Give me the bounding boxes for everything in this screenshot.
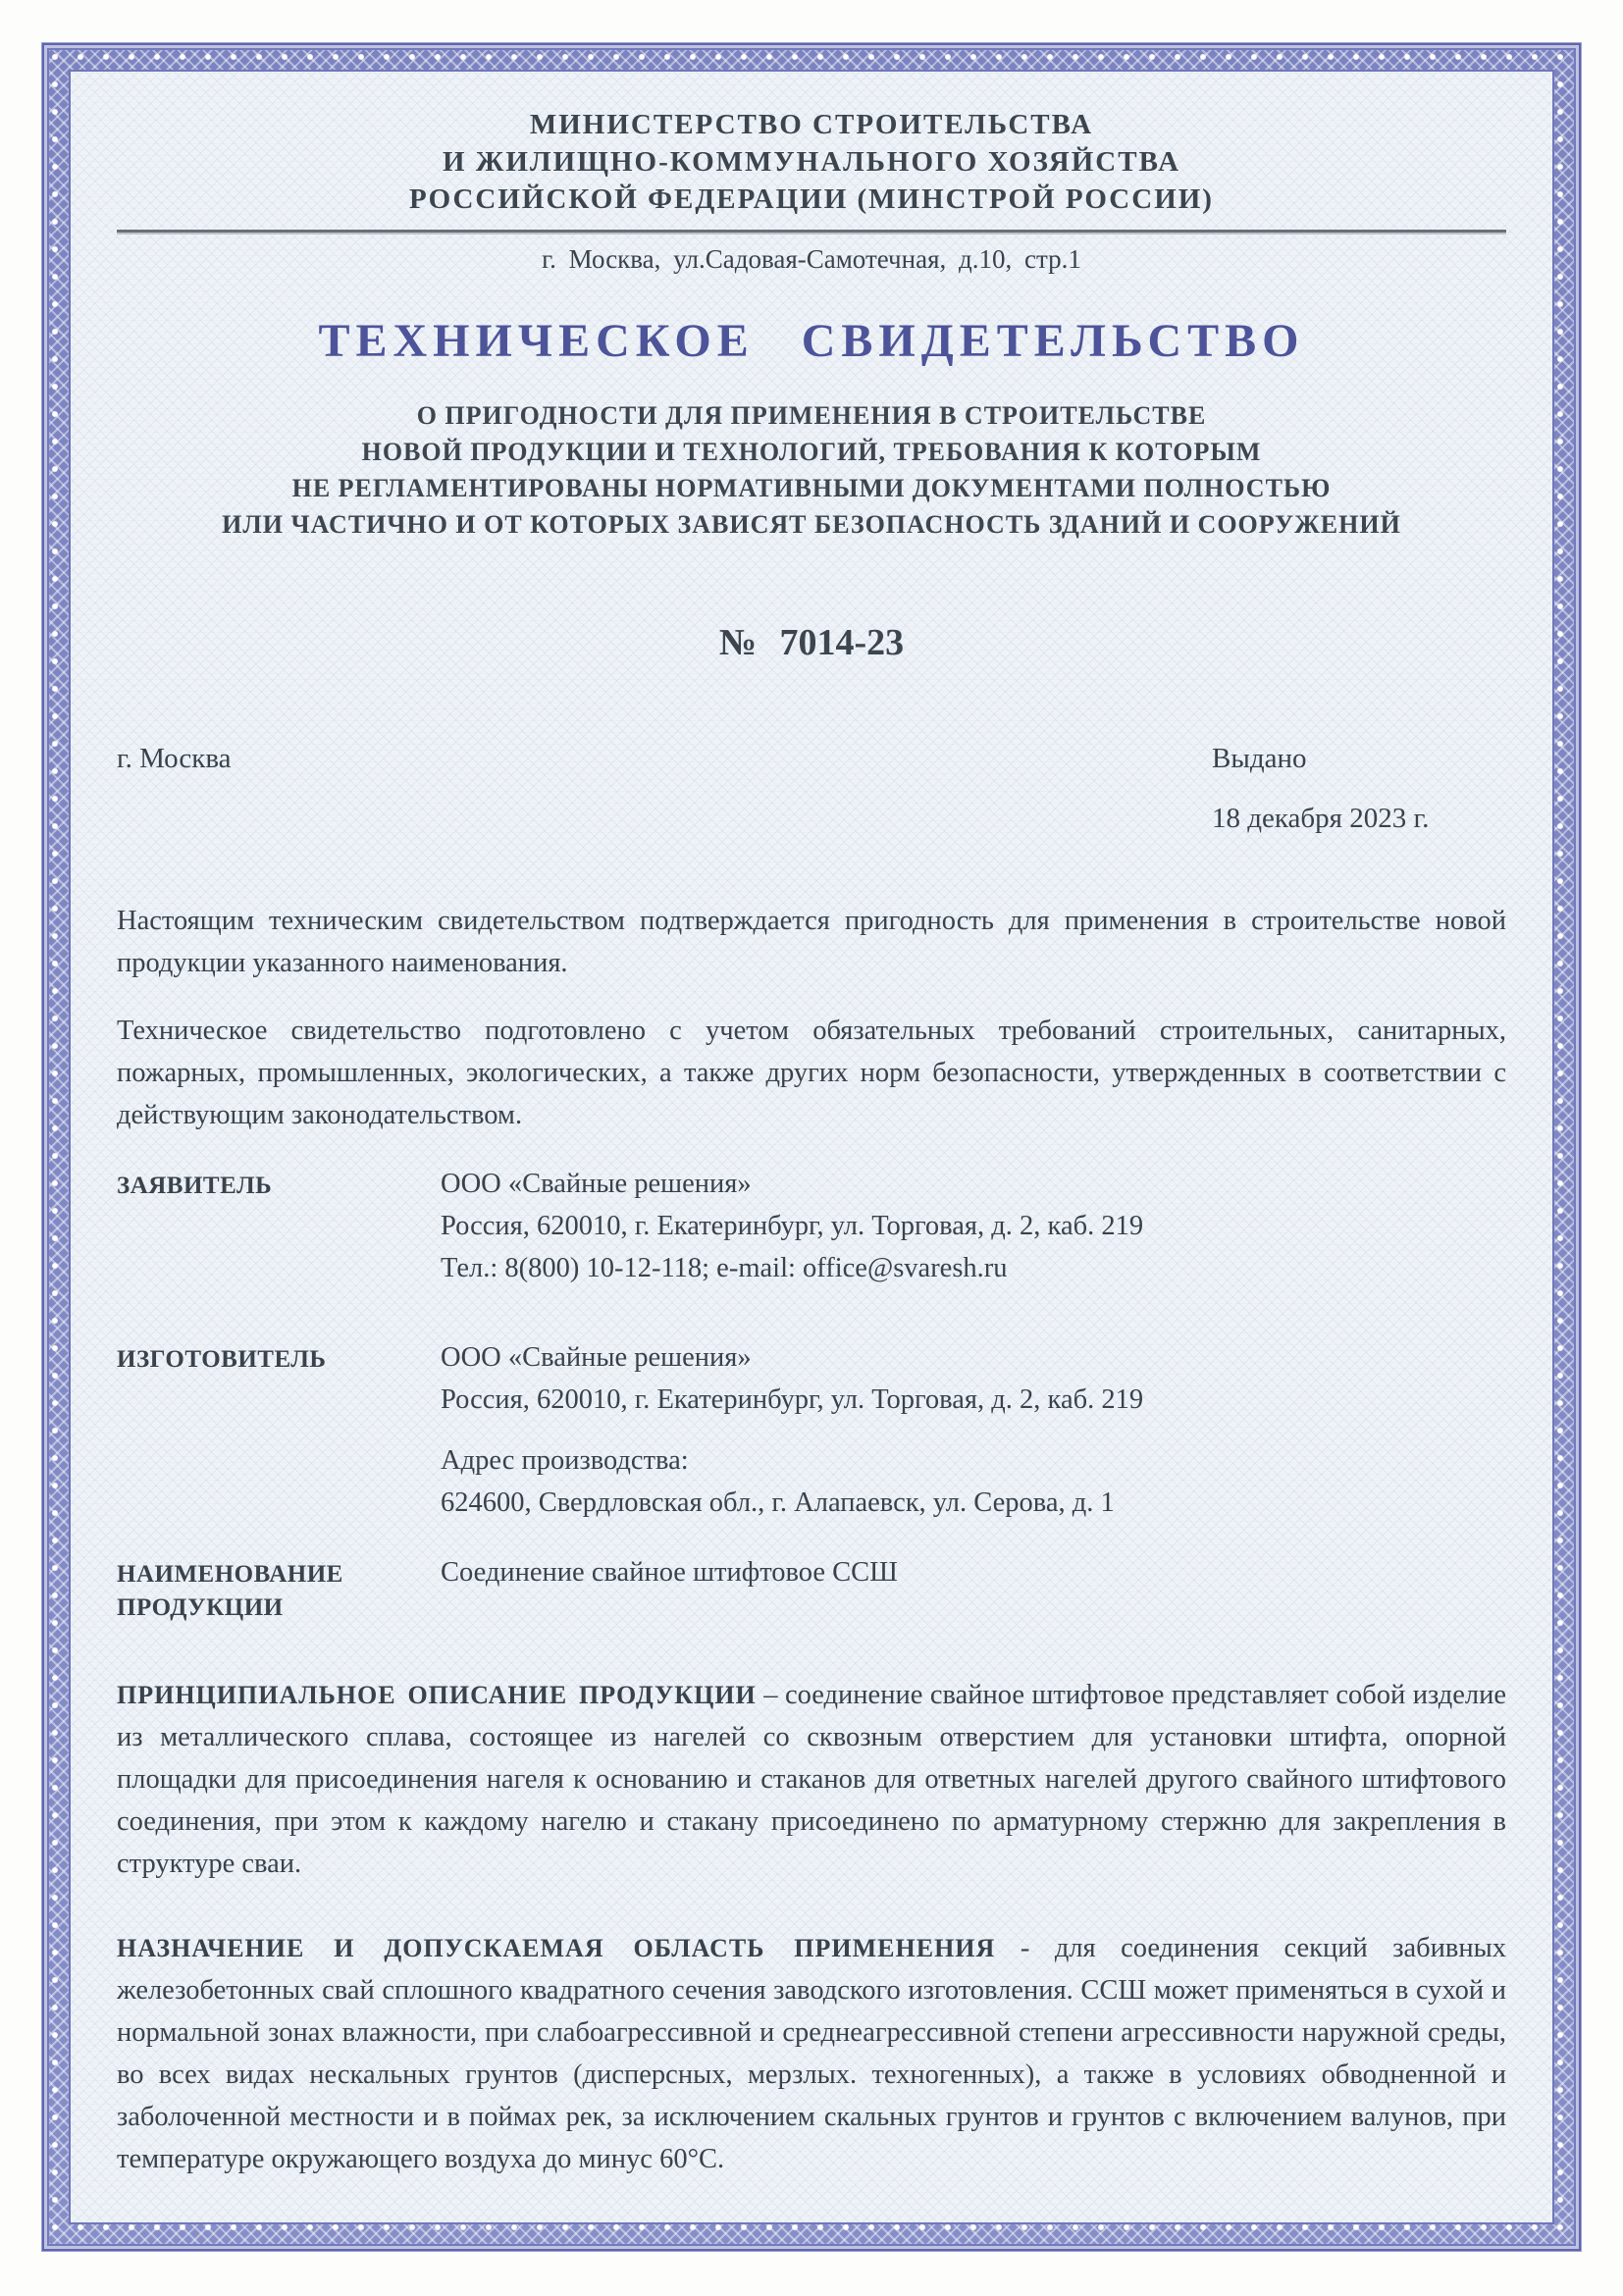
decorative-guilloche-frame [42,43,1581,2251]
issue-place: г. Москва [117,743,232,774]
ministry-line: РОССИЙСКОЙ ФЕДЕРАЦИИ (МИНСТРОЙ РОССИИ) [409,183,1214,215]
intro-paragraph: Настоящим техническим свидетельством подтверждается пригодность для применения в строительстве новой продукции указанного наименования. [117,906,1506,978]
application-text: - для соединения секций забивных железобетонных свай сплошного квадратного сечения заводского изготовления. ССШ может применяться в сухой и нормальной зонах влажности, при слабоагрессивной и среднеагрессивной степени агрессивности наружной среды, во всех видах нескальных грунтов (дисперсных, мерзлых. техногенных), а также в условиях обводненной и заболоченной местности и в поймах рек, за исключением скальных грунтов и грунтов с включением валунов, при температуре окружающего воздуха до минус 60°С. [117,1933,1506,2174]
production-address: 624600, Свердловская обл., г. Алапаевск, ул. Серова, д. 1 [441,1487,1115,1518]
certificate-number: № 7014-23 [718,622,905,663]
issue-row [117,743,1506,835]
applicant-value [441,1163,1506,1289]
issued-label: Выдано [1212,743,1307,774]
application-label: НАЗНАЧЕНИЕ И ДОПУСКАЕМАЯ ОБЛАСТЬ ПРИМЕНЕНИЯ [117,1934,996,1962]
product-name-row [117,1551,1506,1625]
header-divider [117,230,1506,233]
manufacturer-value [441,1336,1506,1524]
applicant-address: Россия, 620010, г. Екатеринбург, ул. Торговая, д. 2, каб. 219 [441,1211,1144,1241]
ministry-address: г. Москва, ул.Садовая-Самотечная, д.10, стр.1 [542,244,1081,274]
applicant-row [117,1163,1506,1289]
manufacturer-address: Россия, 620010, г. Екатеринбург, ул. Торговая, д. 2, каб. 219 [441,1384,1144,1415]
document-title: ТЕХНИЧЕСКОЕ СВИДЕТЕЛЬСТВО [318,315,1305,367]
production-address-block [441,1439,1506,1524]
document-subtitle [117,397,1506,543]
manufacturer-row [117,1336,1506,1524]
production-address-label: Адрес производства: [441,1445,689,1476]
requirements-paragraph: Техническое свидетельство подготовлено с учетом обязательных требований строительных, санитарных, пожарных, промышленных, экологических, а также других норм безопасности, утвержденных в соответствии с действующим законодательством. [117,1016,1506,1130]
product-name-label-line: НАИМЕНОВАНИЕ [117,1561,343,1588]
subtitle-line: О ПРИГОДНОСТИ ДЛЯ ПРИМЕНЕНИЯ В СТРОИТЕЛЬСТВЕ [416,401,1207,430]
applicant-label: ЗАЯВИТЕЛЬ [117,1173,273,1199]
subtitle-line: НЕ РЕГЛАМЕНТИРОВАНЫ НОРМАТИВНЫМИ ДОКУМЕНТАМИ ПОЛНОСТЬЮ [291,474,1332,502]
description-label: ПРИНЦИПИАЛЬНОЕ ОПИСАНИЕ ПРОДУКЦИИ [117,1681,757,1709]
description-text: – соединение свайное штифтовое представляет собой изделие из металлического сплава, состоящее из нагелей со сквозным отверстием для установки штифта, опорной площадки для присоединения нагеля к основанию и стаканов для ответных нагелей другого свайного штифтового соединения, при этом к каждому нагелю и стакану присоединено по арматурному стержню для закрепления в структуре сваи. [117,1680,1507,1879]
certificate-page [69,70,1554,2224]
applicant-company: ООО «Свайные решения» [441,1169,752,1199]
subtitle-line: ИЛИ ЧАСТИЧНО И ОТ КОТОРЫХ ЗАВИСЯТ БЕЗОПАСНОСТЬ ЗДАНИЙ И СООРУЖЕНИЙ [222,510,1401,539]
document-header [117,106,1506,275]
manufacturer-label: ИЗГОТОВИТЕЛЬ [117,1346,327,1373]
product-name-value: Соединение свайное штифтовое ССШ [441,1557,898,1588]
subtitle-line: НОВОЙ ПРОДУКЦИИ И ТЕХНОЛОГИЙ, ТРЕБОВАНИЯ К КОТОРЫМ [361,438,1262,466]
issue-date: 18 декабря 2023 г. [1212,803,1430,834]
ministry-line: И ЖИЛИЩНО-КОММУНАЛЬНОГО ХОЗЯЙСТВА [442,146,1181,178]
ministry-name [117,106,1506,218]
ministry-line: МИНИСТЕРСТВО СТРОИТЕЛЬСТВА [529,109,1094,140]
applicant-contacts: Тел.: 8(800) 10-12-118; e-mail: office@svaresh.ru [441,1253,1008,1283]
manufacturer-company: ООО «Свайные решения» [441,1342,752,1373]
product-name-label [117,1551,441,1625]
description-paragraph [117,1674,1506,1885]
product-name-label-line: ПРОДУКЦИИ [117,1594,284,1621]
application-paragraph [117,1927,1506,2180]
issue-block [1212,743,1506,835]
